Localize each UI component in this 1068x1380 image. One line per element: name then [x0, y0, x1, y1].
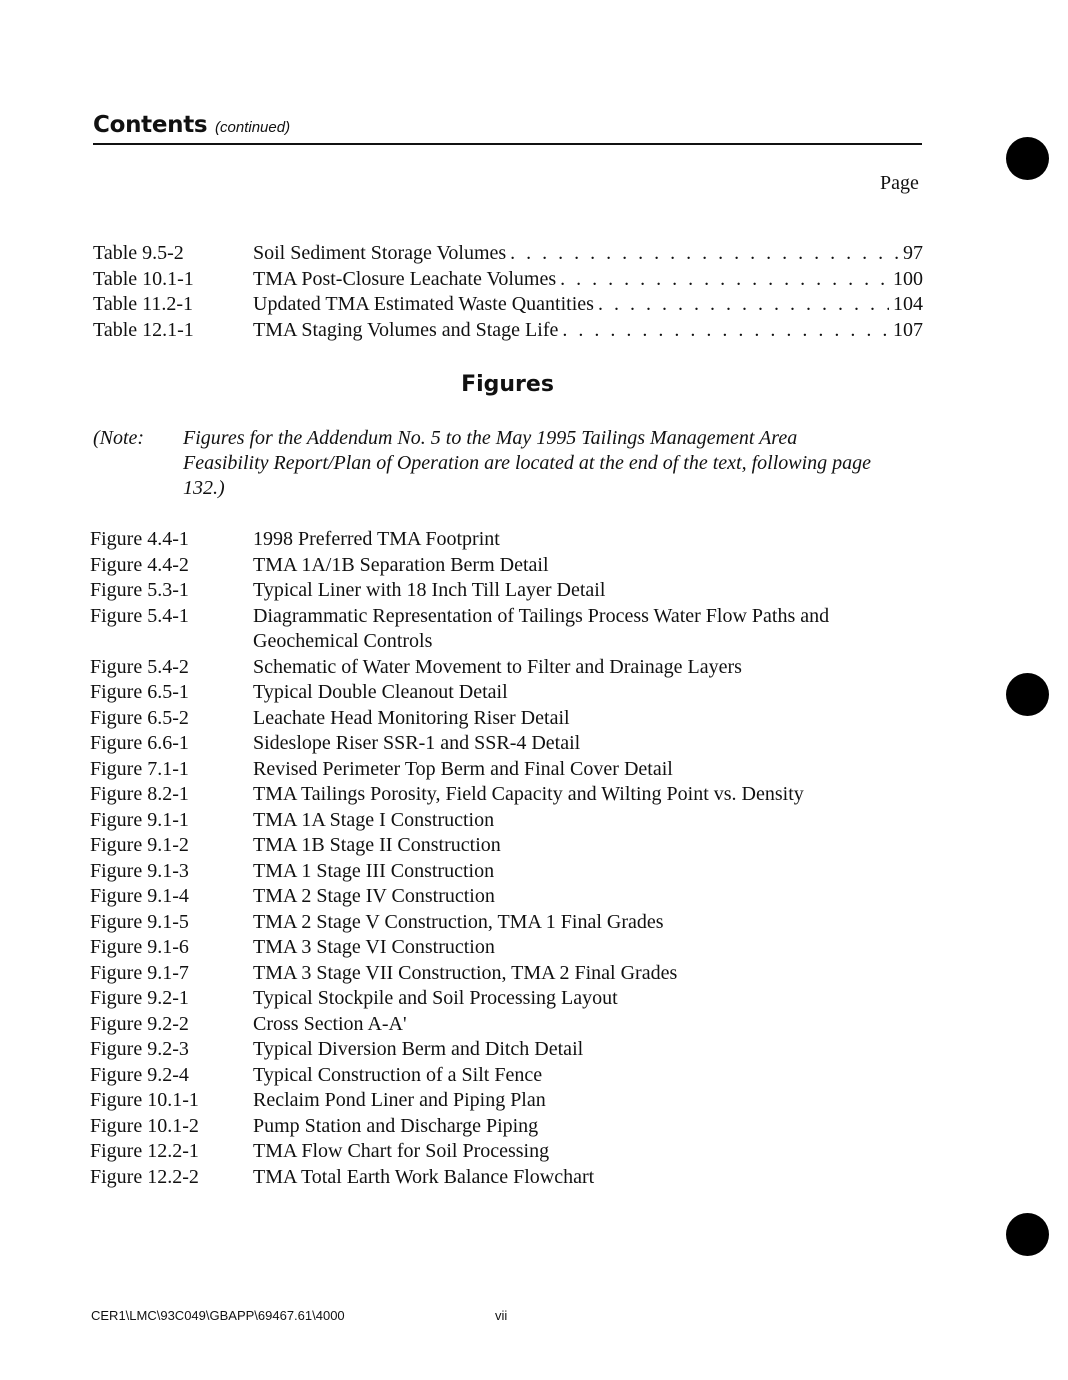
figure-number: Figure 12.2-1	[90, 1140, 199, 1162]
figure-entry[interactable]	[90, 1139, 890, 1165]
figure-entry[interactable]	[90, 1088, 890, 1114]
figure-number: Figure 6.6-1	[90, 732, 189, 754]
figure-title: TMA 1A/1B Separation Berm Detail	[253, 553, 549, 576]
figure-entry[interactable]	[90, 757, 890, 783]
figure-entry[interactable]	[90, 884, 890, 910]
table-entry[interactable]	[93, 268, 923, 294]
footer-file-path: CER1\LMC\93C049\GBAPP\69467.61\4000	[91, 1308, 345, 1323]
figure-entry[interactable]	[90, 808, 890, 834]
figure-number: Figure 4.4-2	[90, 553, 189, 576]
figure-title: TMA Tailings Porosity, Field Capacity and Wilting Point vs. Density	[253, 783, 804, 805]
figure-entry[interactable]	[90, 1063, 890, 1089]
figure-title: Typical Double Cleanout Detail	[253, 681, 508, 703]
figure-title: TMA 3 Stage VI Construction	[253, 936, 495, 958]
table-entry[interactable]	[93, 293, 923, 319]
figure-title: TMA 2 Stage IV Construction	[253, 885, 495, 907]
figure-entry[interactable]	[90, 578, 890, 604]
figure-title: TMA 3 Stage VII Construction, TMA 2 Final Grades	[253, 961, 678, 984]
figure-entry[interactable]	[90, 986, 890, 1012]
figure-number: Figure 9.2-3	[90, 1038, 189, 1060]
figure-number: Figure 9.1-7	[90, 961, 189, 984]
figure-entry[interactable]	[90, 1012, 890, 1038]
figure-title: Schematic of Water Movement to Filter and Drainage Layers	[253, 655, 742, 678]
figure-number: Figure 10.1-2	[90, 1114, 199, 1137]
figure-number: Figure 9.1-3	[90, 859, 189, 882]
figure-title: TMA 1B Stage II Construction	[253, 834, 501, 856]
figure-list	[90, 527, 890, 1190]
figure-number: Figure 12.2-2	[90, 1165, 199, 1188]
dot-leader	[562, 319, 889, 342]
figure-title: TMA 1A Stage I Construction	[253, 808, 495, 831]
table-page: 104	[893, 293, 923, 315]
binder-hole-icon	[1006, 1213, 1049, 1256]
figure-entry[interactable]	[90, 706, 890, 732]
figure-title: Typical Construction of a Silt Fence	[253, 1063, 543, 1086]
figure-title: TMA 1 Stage III Construction	[253, 859, 495, 882]
table-title: Updated TMA Estimated Waste Quantities	[253, 293, 594, 315]
figure-number: Figure 9.1-5	[90, 910, 189, 933]
figure-entry[interactable]	[90, 527, 890, 553]
figure-entry[interactable]	[90, 680, 890, 706]
footer-page-number: vii	[495, 1308, 508, 1323]
figure-title: Typical Diversion Berm and Ditch Detail	[253, 1038, 584, 1060]
binder-hole-icon	[1006, 673, 1049, 716]
table-title: Soil Sediment Storage Volumes	[253, 242, 507, 264]
header-subtitle: (continued)	[215, 119, 291, 136]
page-column-label: Page	[880, 172, 919, 194]
table-title: TMA Staging Volumes and Stage Life	[253, 318, 559, 341]
table-entry[interactable]	[93, 242, 923, 268]
figure-title: Cross Section A-A'	[253, 1012, 407, 1035]
figure-number: Figure 9.2-2	[90, 1012, 189, 1035]
figure-number: Figure 6.5-1	[90, 681, 189, 703]
figure-entry[interactable]	[90, 1165, 890, 1191]
table-number: Table 10.1-1	[93, 267, 194, 290]
note-label: (Note:	[93, 427, 145, 449]
table-list	[93, 242, 923, 344]
table-number: Table 12.1-1	[93, 318, 194, 341]
header-title-text: Contents	[93, 112, 208, 138]
figure-number: Figure 9.1-1	[90, 808, 189, 831]
figure-entry[interactable]	[90, 935, 890, 961]
figure-number: Figure 8.2-1	[90, 783, 189, 805]
figure-number: Figure 9.2-4	[90, 1063, 189, 1086]
figure-title: Reclaim Pond Liner and Piping Plan	[253, 1089, 546, 1111]
figure-number: Figure 5.4-1	[90, 604, 189, 627]
note-text: Figures for the Addendum No. 5 to the May 1995 Tailings Management Area Feasibility Report/Plan of Operation are located at the end of the text, following page 132.)	[183, 427, 872, 499]
figure-number: Figure 5.4-2	[90, 655, 189, 678]
figure-entry[interactable]	[90, 782, 890, 808]
table-page: 100	[893, 267, 923, 290]
figure-entry[interactable]	[90, 655, 890, 681]
figure-title: Typical Liner with 18 Inch Till Layer Detail	[253, 579, 606, 601]
figure-entry[interactable]	[90, 1037, 890, 1063]
figure-entry[interactable]	[90, 1114, 890, 1140]
figure-entry[interactable]	[90, 910, 890, 936]
table-page: 97	[903, 242, 923, 264]
dot-leader	[560, 268, 889, 291]
figure-entry[interactable]	[90, 859, 890, 885]
figure-number: Figure 9.1-6	[90, 936, 189, 958]
figure-title: 1998 Preferred TMA Footprint	[253, 528, 500, 550]
figure-title: Typical Stockpile and Soil Processing Layout	[253, 987, 618, 1009]
figure-number: Figure 5.3-1	[90, 579, 189, 601]
dot-leader	[510, 242, 899, 265]
figure-number: Figure 7.1-1	[90, 757, 189, 780]
figure-entry[interactable]	[90, 553, 890, 579]
table-entry[interactable]	[93, 319, 923, 345]
figure-title: Pump Station and Discharge Piping	[253, 1114, 539, 1137]
table-number: Table 11.2-1	[93, 293, 194, 315]
figure-title: TMA 2 Stage V Construction, TMA 1 Final Grades	[253, 910, 664, 933]
figure-number: Figure 9.2-1	[90, 987, 189, 1009]
figure-entry[interactable]	[90, 731, 890, 757]
figure-entry[interactable]	[90, 961, 890, 987]
figure-number: Figure 10.1-1	[90, 1089, 199, 1111]
table-page: 107	[893, 318, 923, 341]
figure-number: Figure 6.5-2	[90, 706, 189, 729]
figure-title: TMA Flow Chart for Soil Processing	[253, 1140, 550, 1162]
figures-heading: Figures	[461, 372, 554, 397]
figure-entry[interactable]	[90, 833, 890, 859]
figure-title: Revised Perimeter Top Berm and Final Cover Detail	[253, 757, 673, 780]
figure-entry[interactable]	[90, 604, 890, 655]
figure-title: Diagrammatic Representation of Tailings Process Water Flow Paths and Geochemical Controls	[253, 604, 830, 652]
figure-title: Sideslope Riser SSR-1 and SSR-4 Detail	[253, 732, 581, 754]
page-title	[93, 112, 290, 138]
figure-title: TMA Total Earth Work Balance Flowchart	[253, 1165, 595, 1188]
figure-number: Figure 9.1-2	[90, 834, 189, 856]
binder-hole-icon	[1006, 137, 1049, 180]
table-title: TMA Post-Closure Leachate Volumes	[253, 267, 557, 290]
dot-leader	[598, 293, 889, 316]
table-number: Table 9.5-2	[93, 242, 184, 264]
header-rule	[93, 143, 922, 145]
figure-number: Figure 9.1-4	[90, 885, 189, 907]
figure-title: Leachate Head Monitoring Riser Detail	[253, 706, 570, 729]
figure-number: Figure 4.4-1	[90, 528, 189, 550]
